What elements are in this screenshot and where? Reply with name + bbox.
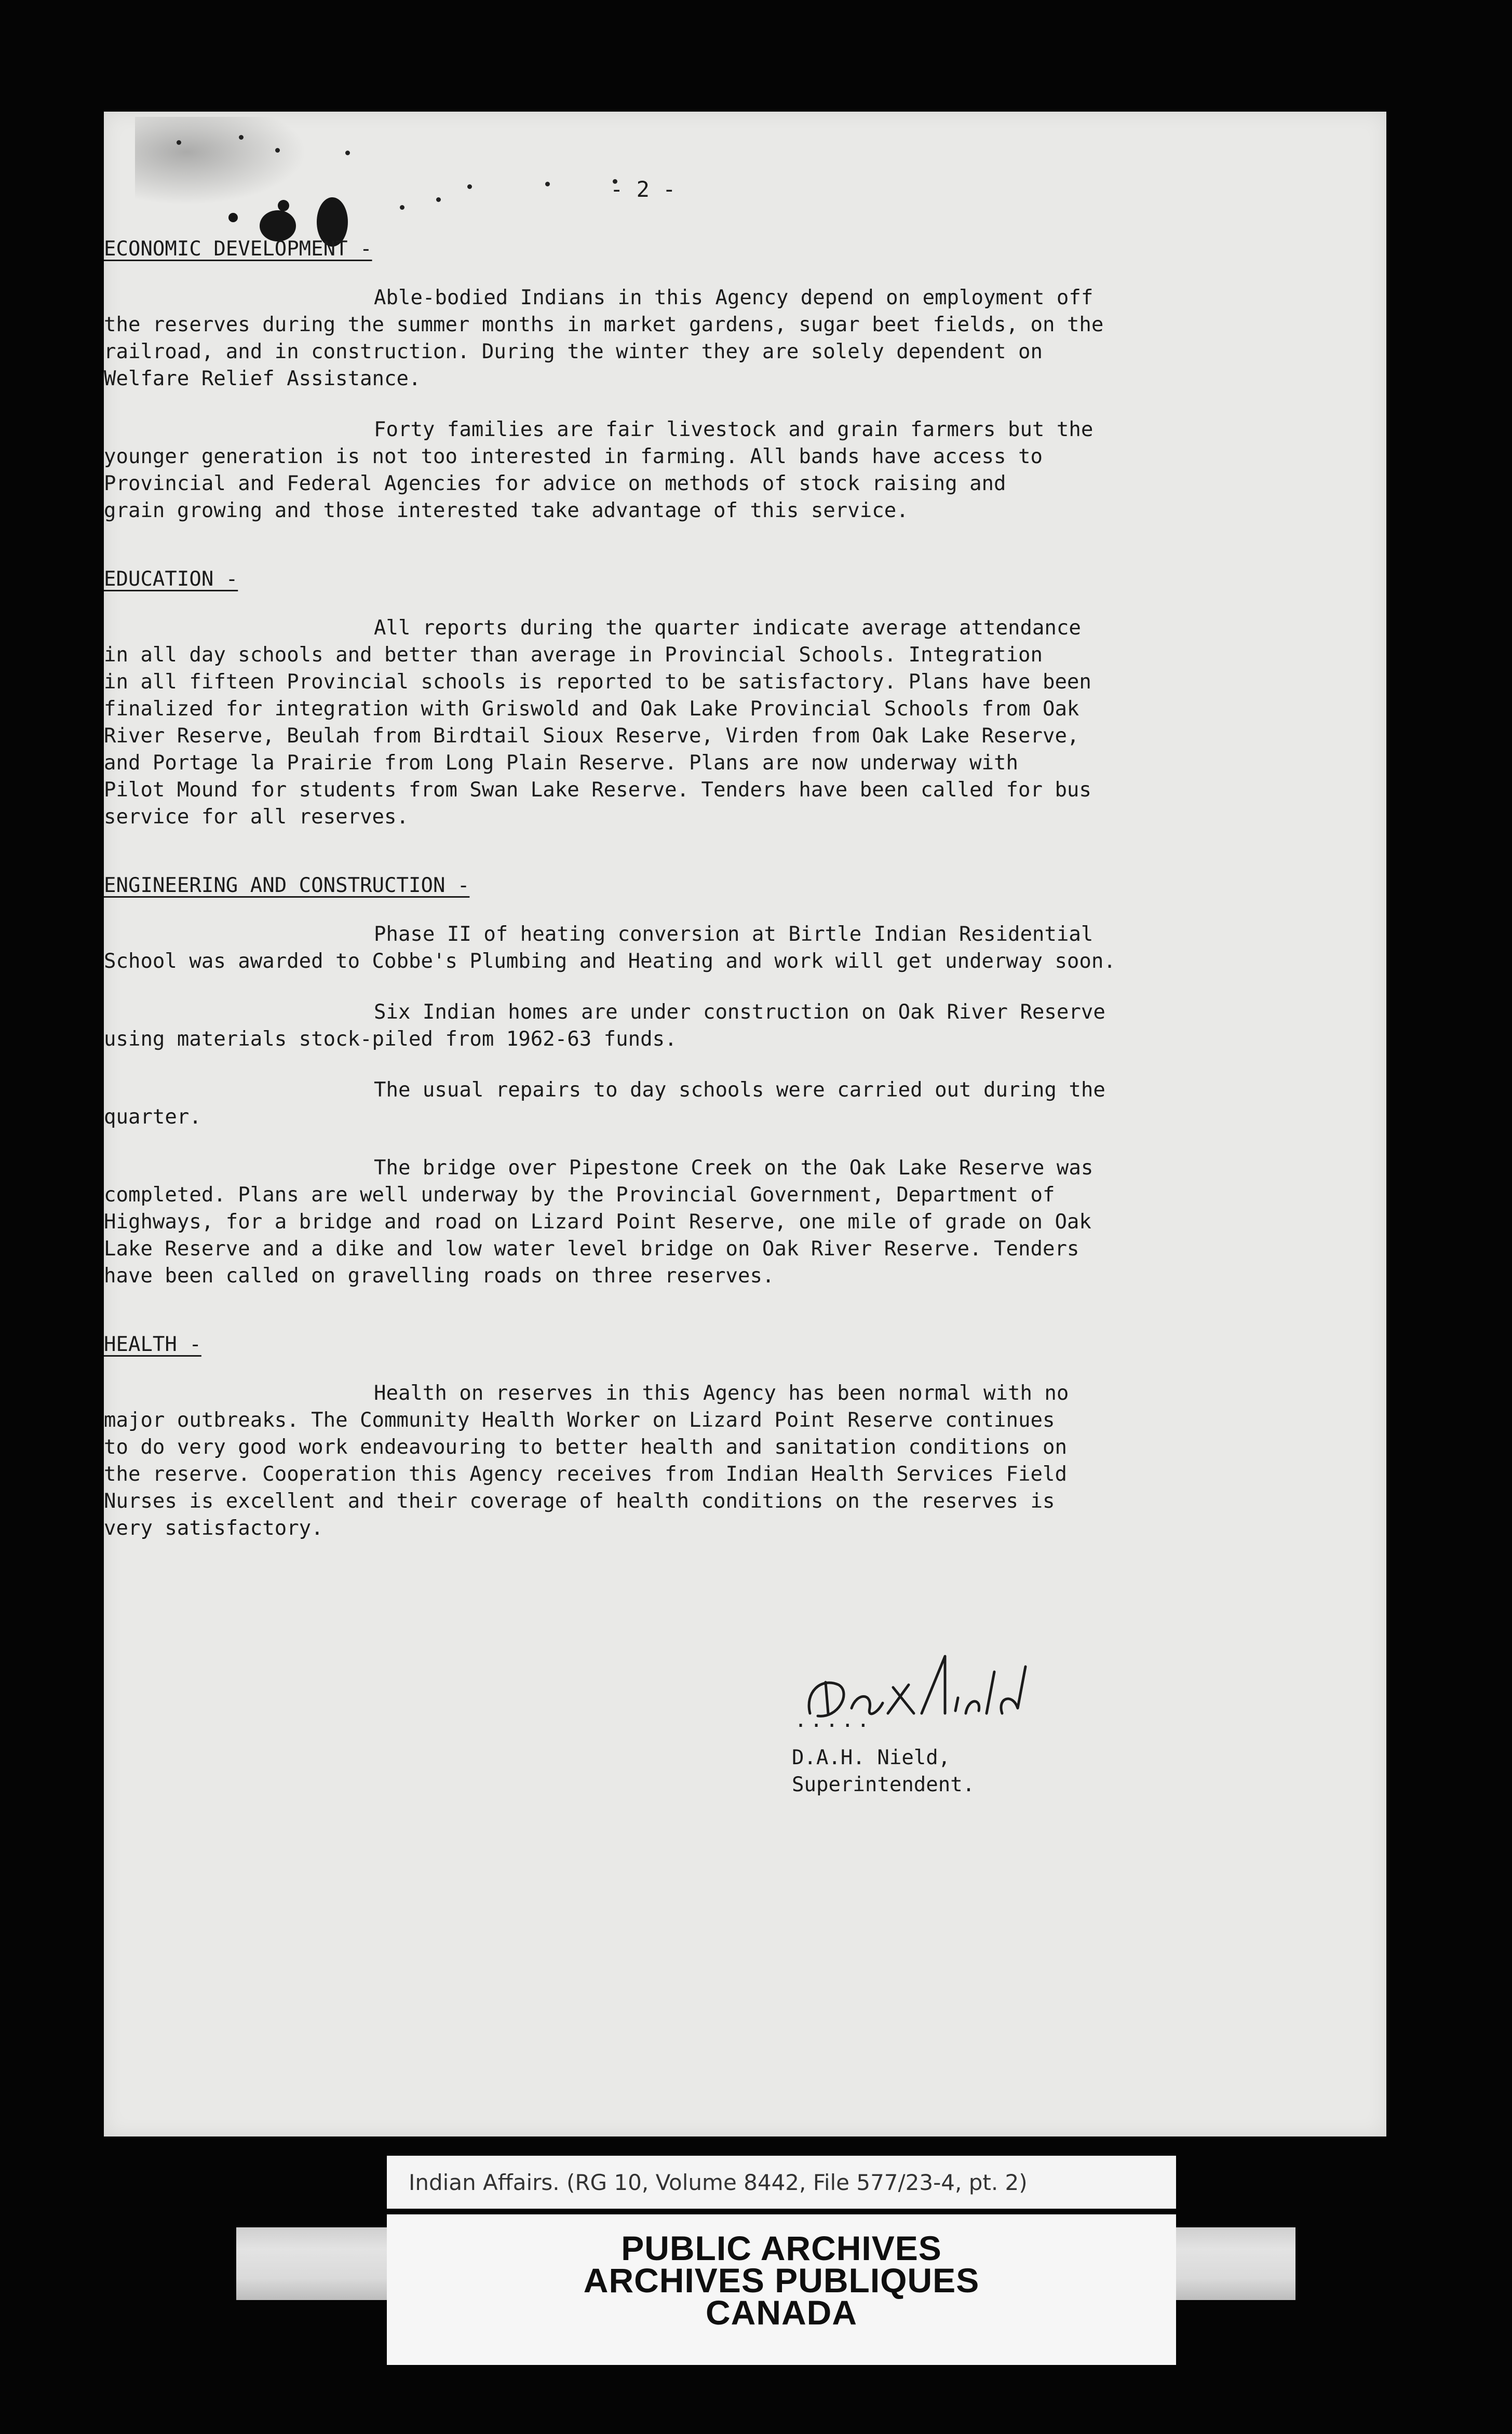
ink-speck: [177, 140, 181, 145]
section-education: [104, 548, 1210, 831]
ink-speck: [467, 184, 472, 189]
signer-name: D.A.H. Nield,: [792, 1746, 951, 1769]
archive-reference-label: [387, 2156, 1176, 2209]
paragraph: The usual repairs to day schools were carried out during the quarter.: [104, 1078, 1105, 1129]
section-heading: HEALTH -: [104, 1333, 201, 1356]
archive-reference-text: Indian Affairs. (RG 10, Volume 8442, File 577/23-4, pt. 2): [409, 2169, 1028, 2195]
paragraph: Six Indian homes are under construction on Oak River Reserve using materials stock-piled from 1962-63 funds.: [104, 1000, 1105, 1051]
page-smudge: [135, 117, 306, 205]
section-health: [104, 1314, 1210, 1542]
stamp-line-1: PUBLIC ARCHIVES: [621, 2229, 942, 2267]
section-heading: ECONOMIC DEVELOPMENT -: [104, 237, 372, 261]
section-heading: ENGINEERING AND CONSTRUCTION -: [104, 874, 470, 897]
stamp-line-2: ARCHIVES PUBLIQUES: [583, 2261, 980, 2300]
ink-speck: [275, 148, 280, 153]
ink-speck: [239, 135, 244, 140]
paragraph: Able-bodied Indians in this Agency depend on employment off the reserves during the summer months in market gardens, sugar beet fields, on the railroad, and in construction. During the winter they are solely dependent on Welfare Relief Assistance.: [104, 286, 1104, 390]
ink-speck: [436, 197, 441, 202]
ink-speck: [345, 151, 350, 155]
page-number: - 2 -: [610, 177, 676, 202]
signer-title: Superintendent.: [792, 1773, 975, 1796]
archive-stamp: [387, 2214, 1176, 2365]
section-heading: EDUCATION -: [104, 567, 238, 591]
document-body: [104, 218, 1210, 1566]
paragraph: All reports during the quarter indicate average attendance in all day schools and better than average in Provincial Schools. Integration in all fifteen Provincial schools is reported to be satisfactory. Plans have been finalized for integration with Griswold and Oak Lake Provincial Schools from Oak River Reserve, Beulah from Birdtail Sioux Reserve, Virden from Oak Lake Reserve, and Portage la Prairie from Long Plain Reserve. Plans are now underway with Pilot Mound for students from Swan Lake Reserve. Tenders have been called for bus service for all reserves.: [104, 616, 1091, 829]
paragraph: The bridge over Pipestone Creek on the Oak Lake Reserve was completed. Plans are well underway by the Provincial Government, Department of Highways, for a bridge and road on Lizard Point Reserve, one mile of grade on Oak Lake Reserve and a dike and low water level bridge on Oak River Reserve. Tenders have been called on gravelling roads on three reserves.: [104, 1156, 1094, 1288]
section-economic-development: [104, 218, 1210, 524]
stamp-line-3: CANADA: [706, 2293, 857, 2332]
signature-dots: .....: [794, 1708, 873, 1732]
paragraph: Phase II of heating conversion at Birtle Indian Residential School was awarded to Cobbe's Plumbing and Heating and work will get underway soon.: [104, 923, 1116, 973]
ink-speck: [400, 205, 404, 210]
signer-block: [792, 1745, 975, 1799]
section-engineering-construction: [104, 855, 1210, 1290]
ink-speck: [545, 182, 550, 186]
paragraph: Forty families are fair livestock and grain farmers but the younger generation is not too interested in farming. All bands have access to Provincial and Federal Agencies for advice on methods of stock raising and grain growing and those interested take advantage of this service.: [104, 418, 1094, 522]
paragraph: Health on reserves in this Agency has been normal with no major outbreaks. The Community Health Worker on Lizard Point Reserve continues to do very good work endeavouring to better health and sanitation conditions on the reserve. Cooperation this Agency receives from Indian Health Services Field Nurses is excellent and their coverage of health conditions on the reserves is very satisfactory.: [104, 1382, 1069, 1540]
ink-spot: [278, 200, 289, 211]
